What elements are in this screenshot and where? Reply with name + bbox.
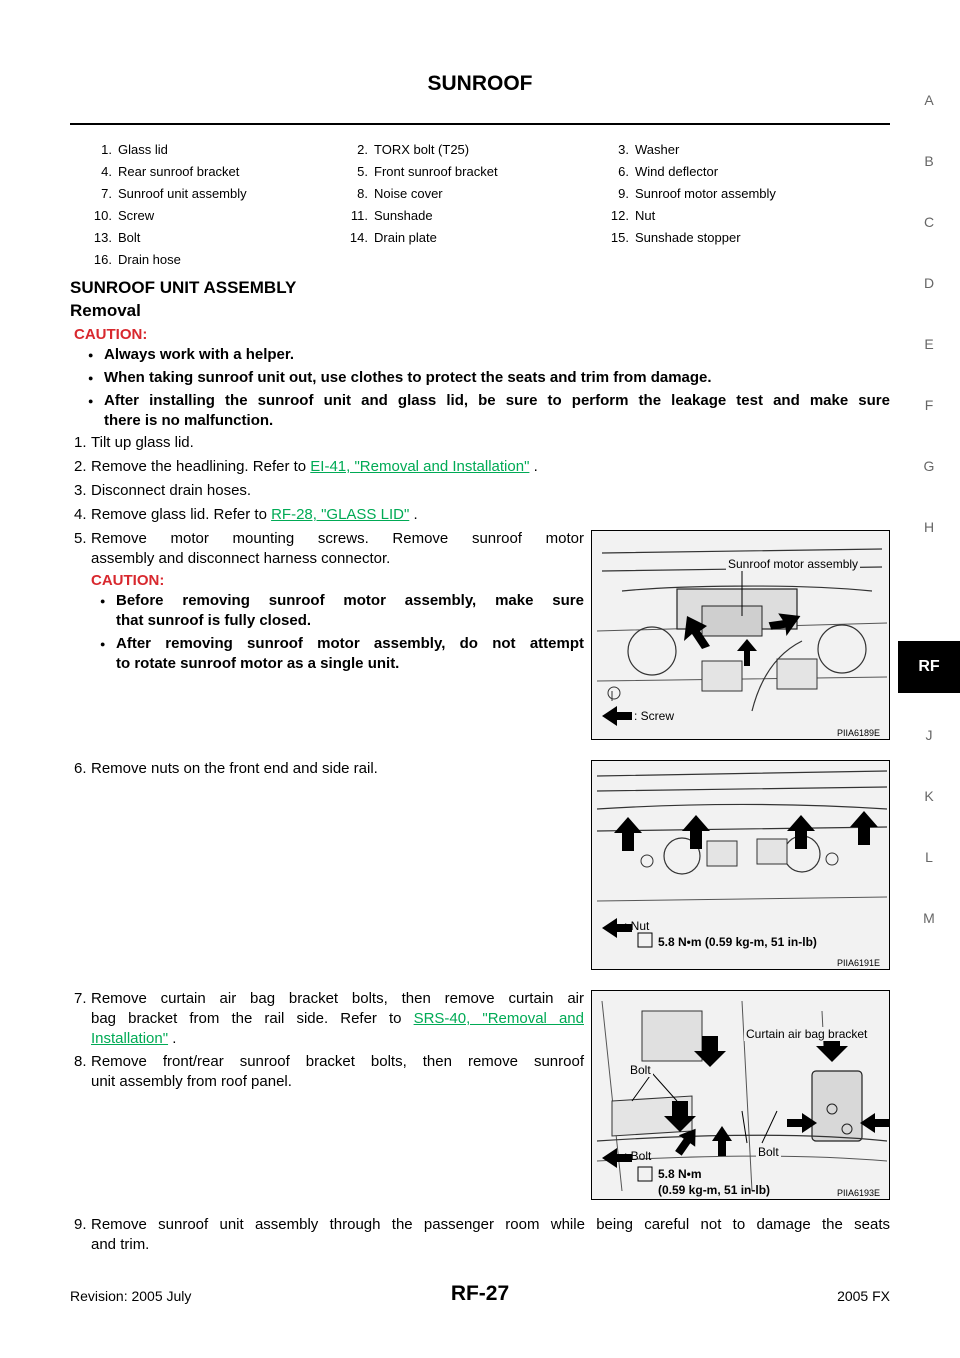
- tab-a[interactable]: A: [924, 92, 934, 108]
- figure-code: PIIA6193E: [837, 1188, 881, 1198]
- caution-item-cont: to rotate sunroof motor as a single unit.: [116, 655, 400, 672]
- ref-link-ei41[interactable]: EI-41, "Removal and Installation": [310, 458, 530, 475]
- legend-item: 16. Drain hose: [93, 252, 181, 267]
- legend-item: 13. Bolt: [93, 230, 141, 245]
- ref-link-rf28[interactable]: RF-28, "GLASS LID": [271, 506, 410, 523]
- figure-illustration: [592, 991, 890, 1200]
- tab-e[interactable]: E: [924, 336, 934, 352]
- ref-link-srs40[interactable]: SRS-40, "Removal and: [413, 1010, 584, 1027]
- step-9: 9. Remove sunroof unit assembly through the passenger room while being careful not to damage the seats: [74, 1216, 890, 1233]
- legend-item: 11. Sunshade: [350, 208, 433, 223]
- figure-label: Curtain air bag bracket: [746, 1027, 868, 1041]
- step-7: 7. Remove curtain air bag bracket bolts, then remove curtain air: [74, 990, 584, 1007]
- legend-item: 15. Sunshade stopper: [610, 230, 741, 245]
- caution-label: CAUTION:: [74, 326, 148, 343]
- subsection-title: Removal: [70, 301, 141, 320]
- legend-item: 6. Wind deflector: [618, 164, 719, 179]
- tab-k[interactable]: K: [924, 788, 934, 804]
- tab-d[interactable]: D: [923, 275, 935, 291]
- legend-item: 2. TORX bolt (T25): [357, 142, 470, 157]
- legend-item: 9. Sunroof motor assembly: [618, 186, 776, 201]
- legend-item: 7. Sunroof unit assembly: [101, 186, 247, 201]
- figure-torque: 5.8 N•m: [658, 1167, 702, 1181]
- caution-item: ● When taking sunroof unit out, use clothes to protect the seats and trim from damage.: [104, 368, 712, 388]
- caution-label: CAUTION:: [91, 572, 165, 589]
- page-title: SUNROOF: [427, 72, 533, 95]
- legend-item: 1. Glass lid: [101, 142, 168, 157]
- step-7-cont: Installation" .: [91, 1030, 177, 1047]
- legend-item: 14. Drain plate: [349, 230, 437, 245]
- figure-torque: 5.8 N•m (0.59 kg-m, 51 in-lb): [658, 935, 817, 949]
- legend-item: 8. Noise cover: [357, 186, 443, 201]
- tab-f[interactable]: F: [924, 397, 934, 413]
- figure-key: : Bolt: [624, 1149, 652, 1163]
- tab-h[interactable]: H: [923, 519, 935, 535]
- step-8: 8. Remove front/rear sunroof bracket bolts, then remove sunroof: [74, 1053, 584, 1070]
- step-5-cont: assembly and disconnect harness connector.: [91, 550, 391, 567]
- legend-row: [70, 204, 890, 226]
- step-5: 5. Remove motor mounting screws. Remove sunroof motor: [74, 530, 584, 547]
- legend-item: 10. Screw: [93, 208, 155, 223]
- caution-item: ● Always work with a helper.: [104, 345, 294, 365]
- step-8-cont: unit assembly from roof panel.: [91, 1073, 292, 1090]
- figure-torque: (0.59 kg-m, 51 in-lb): [658, 1183, 771, 1197]
- tab-b[interactable]: B: [924, 153, 934, 169]
- legend-row: [70, 138, 890, 160]
- legend-row: [70, 182, 890, 204]
- figure-curtain-air-bag: [591, 990, 890, 1200]
- figure-sunroof-motor: [591, 530, 890, 740]
- figure-key: : Nut: [624, 919, 650, 933]
- parts-legend: [70, 138, 890, 270]
- step-7-cont: bag bracket from the rail side. Refer to SRS-40, "Removal and: [91, 1010, 584, 1027]
- figure-label: Bolt: [758, 1145, 779, 1159]
- figure-code: PIIA6189E: [837, 728, 881, 738]
- tab-j[interactable]: J: [925, 727, 933, 743]
- legend-item: 4. Rear sunroof bracket: [101, 164, 240, 179]
- figure-code: PIIA6191E: [837, 958, 881, 968]
- step-9-cont: and trim.: [91, 1236, 150, 1253]
- tab-l[interactable]: L: [925, 849, 933, 865]
- section-index: [898, 0, 960, 1358]
- tab-c[interactable]: C: [923, 214, 935, 230]
- legend-item: 5. Front sunroof bracket: [357, 164, 498, 179]
- ref-link-srs40-cont[interactable]: Installation": [91, 1030, 169, 1047]
- header-rule: [70, 123, 890, 125]
- legend-row: [70, 248, 890, 270]
- figure-front-nuts: [591, 760, 890, 970]
- caution-item-cont: that sunroof is fully closed.: [116, 612, 312, 629]
- figure-key: : Screw: [634, 709, 675, 723]
- figure-label: Sunroof motor assembly: [728, 557, 859, 571]
- tab-g[interactable]: G: [923, 458, 935, 474]
- legend-item: 12. Nut: [610, 208, 656, 223]
- caution-item-cont: there is no malfunction.: [104, 412, 274, 429]
- legend-item: 3. Washer: [618, 142, 680, 157]
- figure-label: Bolt: [630, 1063, 651, 1077]
- footer-revision: Revision: 2005 July: [70, 1288, 192, 1304]
- caution-item: ● After installing the sunroof unit and glass lid, be sure to perform the leakage test and make sure: [104, 391, 890, 411]
- legend-row: [70, 160, 890, 182]
- caution-item: ● Before removing sunroof motor assembly, make sure: [116, 591, 584, 611]
- section-title: SUNROOF UNIT ASSEMBLY: [70, 278, 297, 297]
- footer-model: 2005 FX: [837, 1288, 890, 1304]
- tab-m[interactable]: M: [923, 910, 935, 926]
- caution-item: ● After removing sunroof motor assembly, do not attempt: [116, 634, 584, 654]
- legend-row: [70, 226, 890, 248]
- tab-rf[interactable]: RF: [898, 641, 960, 693]
- footer-page-number: RF-27: [450, 1282, 510, 1305]
